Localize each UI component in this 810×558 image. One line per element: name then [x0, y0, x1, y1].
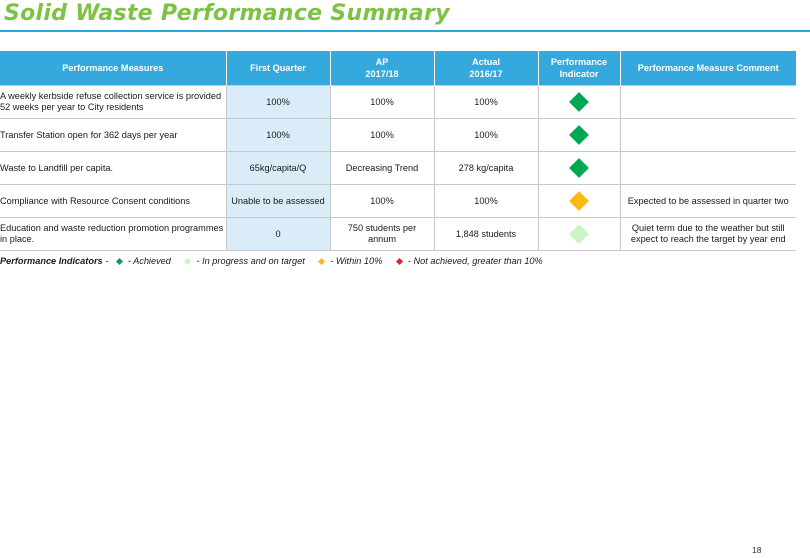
header-ap-year: 2017/18	[365, 69, 399, 79]
within-10-diamond-icon	[569, 191, 589, 211]
header-actual-label: Actual	[471, 57, 501, 67]
header-actual-year: 2016/17	[469, 69, 503, 79]
row-first-quarter: Unable to be assessed	[226, 185, 330, 218]
row-actual: 1,848 students	[434, 218, 538, 251]
within-10-diamond-icon	[318, 258, 325, 265]
table-row	[0, 119, 796, 152]
table-row	[0, 86, 796, 119]
row-first-quarter: 100%	[226, 119, 330, 152]
row-indicator	[538, 119, 620, 152]
header-indicator-line1: Performance	[550, 57, 608, 67]
legend-achieved-label: - Achieved	[127, 256, 171, 266]
row-indicator	[538, 218, 620, 251]
header-ap-label: AP	[375, 57, 389, 67]
row-comment: Quiet term due to the weather but still expect to reach the target by year end	[620, 218, 796, 251]
row-comment: Expected to be assessed in quarter two	[620, 185, 796, 218]
row-measure: Waste to Landfill per capita.	[0, 152, 226, 185]
in-progress-diamond-icon	[184, 258, 191, 265]
in-progress-diamond-icon	[569, 224, 589, 244]
table-header-row	[0, 51, 796, 86]
header-performance-indicator	[538, 51, 620, 86]
row-comment	[620, 119, 796, 152]
header-performance-measures: Performance Measures	[0, 51, 226, 86]
header-first-quarter: First Quarter	[226, 51, 330, 86]
page-title: Solid Waste Performance Summary	[4, 1, 450, 26]
legend-title: Performance Indicators	[0, 256, 103, 266]
row-comment	[620, 152, 796, 185]
row-comment	[620, 86, 796, 119]
row-measure: Transfer Station open for 362 days per year	[0, 119, 226, 152]
row-indicator	[538, 152, 620, 185]
row-indicator	[538, 185, 620, 218]
header-actual	[434, 51, 538, 86]
header-comment: Performance Measure Comment	[620, 51, 796, 86]
legend-not-achieved-label: - Not achieved, greater than 10%	[407, 256, 543, 266]
row-ap: 100%	[330, 86, 434, 119]
legend-within-10-label: - Within 10%	[330, 256, 383, 266]
row-measure: A weekly kerbside refuse collection service is provided 52 weeks per year to City residents	[0, 86, 226, 119]
row-measure: Compliance with Resource Consent conditions	[0, 185, 226, 218]
row-ap: Decreasing Trend	[330, 152, 434, 185]
row-first-quarter: 100%	[226, 86, 330, 119]
table-row	[0, 152, 796, 185]
performance-table	[0, 51, 796, 251]
row-actual: 100%	[434, 185, 538, 218]
legend-dash: -	[105, 256, 109, 266]
row-ap: 100%	[330, 185, 434, 218]
achieved-diamond-icon	[116, 258, 123, 265]
title-divider	[0, 30, 810, 32]
row-first-quarter: 65kg/capita/Q	[226, 152, 330, 185]
performance-indicators-legend	[0, 256, 543, 266]
table-row	[0, 185, 796, 218]
row-ap: 750 students per annum	[330, 218, 434, 251]
row-actual: 100%	[434, 119, 538, 152]
page-number: 18	[752, 545, 762, 555]
row-measure: Education and waste reduction promotion programmes in place.	[0, 218, 226, 251]
legend-in-progress-label: - In progress and on target	[196, 256, 305, 266]
achieved-diamond-icon	[569, 158, 589, 178]
achieved-diamond-icon	[569, 92, 589, 112]
row-indicator	[538, 86, 620, 119]
achieved-diamond-icon	[569, 125, 589, 145]
table-row	[0, 218, 796, 251]
row-actual: 278 kg/capita	[434, 152, 538, 185]
row-first-quarter: 0	[226, 218, 330, 251]
header-indicator-line2: Indicator	[559, 69, 599, 79]
row-actual: 100%	[434, 86, 538, 119]
not-achieved-diamond-icon	[396, 258, 403, 265]
header-ap	[330, 51, 434, 86]
row-ap: 100%	[330, 119, 434, 152]
